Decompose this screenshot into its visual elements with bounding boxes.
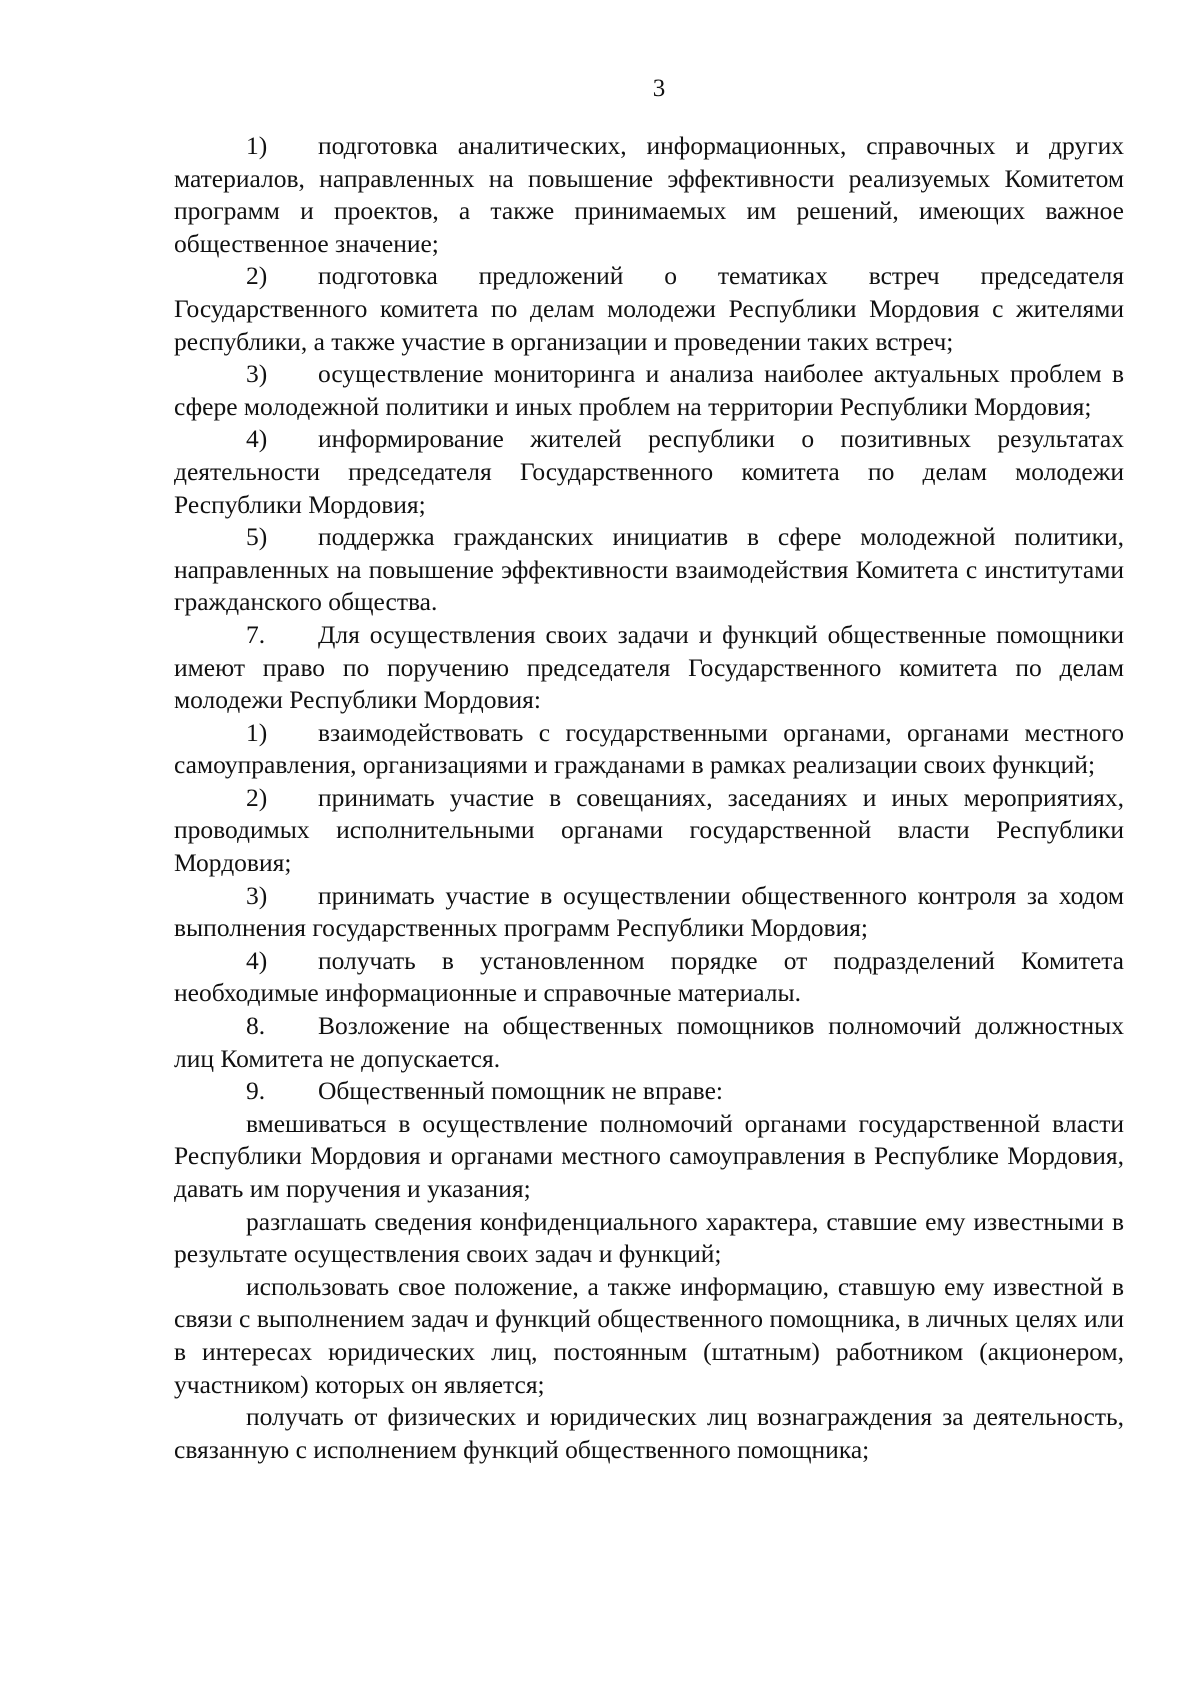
list-item — [174, 521, 1124, 619]
item-text: осуществление мониторинга и анализа наиболее актуальных проблем в сфере молодежной политики и иных проблем на территории Республики Мордовия; — [174, 359, 1124, 421]
paragraph-text: получать от физических и юридических лиц вознаграждения за деятельность, связанную с исполнением функций общественного помощника; — [174, 1402, 1124, 1464]
item-text: принимать участие в осуществлении общественного контроля за ходом выполнения государственных программ Республики Мордовия; — [174, 880, 1124, 943]
item-text: информирование жителей республики о позитивных результатах деятельности председателя Государственного комитета по делам молодежи Республики Мордовия; — [174, 424, 1124, 519]
item-text: поддержка гражданских инициатив в сфере молодежной политики, направленных на повышение эффективности взаимодействия Комитета с институтами гражданского общества. — [174, 522, 1124, 617]
section-text: Общественный помощник не вправе: — [318, 1076, 723, 1106]
item-number: 4) — [246, 424, 268, 454]
page-number: 3 — [652, 75, 666, 102]
item-number: 3) — [246, 359, 268, 389]
item-number: 2) — [246, 782, 268, 812]
item-text: взаимодействовать с государственными органами, органами местного самоуправления, организациями и гражданами в рамках реализации своих функций; — [174, 717, 1124, 780]
list-item — [174, 260, 1124, 358]
list-item — [174, 782, 1124, 880]
paragraph-text: разглашать сведения конфиденциального характера, ставшие ему известными в результате осуществления своих задач и функций; — [174, 1206, 1124, 1269]
section-number: 7. — [246, 619, 266, 649]
item-text: подготовка аналитических, информационных, справочных и других материалов, направленных на повышение эффективности реализуемых Комитетом программ и проектов, а также принимаемых им решений, имеющих важное общественное значение; — [174, 131, 1124, 258]
list-item — [174, 880, 1124, 945]
section-paragraph — [174, 1075, 1124, 1108]
paragraph-text: использовать свое положение, а также информацию, ставшую ему известной в связи с выполнением задач и функций общественного помощника, в личных целях или в интересах юридических лиц, постоянным (штатным) работником (акционером, участником) которых он является; — [174, 1271, 1124, 1399]
item-number: 1) — [246, 131, 268, 160]
prohibition-paragraph — [174, 1401, 1124, 1466]
item-number: 4) — [246, 945, 268, 975]
section-text: Возложение на общественных помощников полномочий должностных лиц Комитета не допускается. — [174, 1011, 1124, 1073]
prohibition-paragraph — [174, 1206, 1124, 1271]
prohibition-paragraph — [174, 1271, 1124, 1401]
item-number: 5) — [246, 522, 268, 552]
item-number: 1) — [246, 717, 268, 747]
list-item — [174, 423, 1124, 521]
section-number: 8. — [246, 1011, 266, 1041]
document-body — [174, 130, 1124, 1466]
list-item — [174, 717, 1124, 782]
item-text: получать в установленном порядке от подразделений Комитета необходимые информационные и справочные материалы. — [174, 945, 1124, 1008]
list-item — [174, 945, 1124, 1010]
section-text: Для осуществления своих задачи и функций общественные помощники имеют право по поручению председателя Государственного комитета по делам молодежи Республики Мордовия: — [174, 619, 1124, 715]
item-number: 2) — [246, 261, 268, 291]
list-item — [174, 358, 1124, 423]
prohibition-paragraph — [174, 1108, 1124, 1206]
item-text: принимать участие в совещаниях, заседаниях и иных мероприятиях, проводимых исполнительными органами государственной власти Республики Мордовия; — [174, 782, 1124, 878]
item-text: подготовка предложений о тематиках встреч председателя Государственного комитета по делам молодежи Республики Мордовия с жителями республики, а также участие в организации и проведении таких встреч; — [174, 261, 1124, 356]
section-paragraph — [174, 1010, 1124, 1075]
section-paragraph — [174, 619, 1124, 717]
section-number: 9. — [246, 1076, 266, 1106]
item-number: 3) — [246, 880, 268, 910]
paragraph-text: вмешиваться в осуществление полномочий органами государственной власти Республики Мордовия и органами местного самоуправления в Республике Мордовия, давать им поручения и указания; — [174, 1108, 1124, 1203]
list-item — [174, 130, 1124, 260]
